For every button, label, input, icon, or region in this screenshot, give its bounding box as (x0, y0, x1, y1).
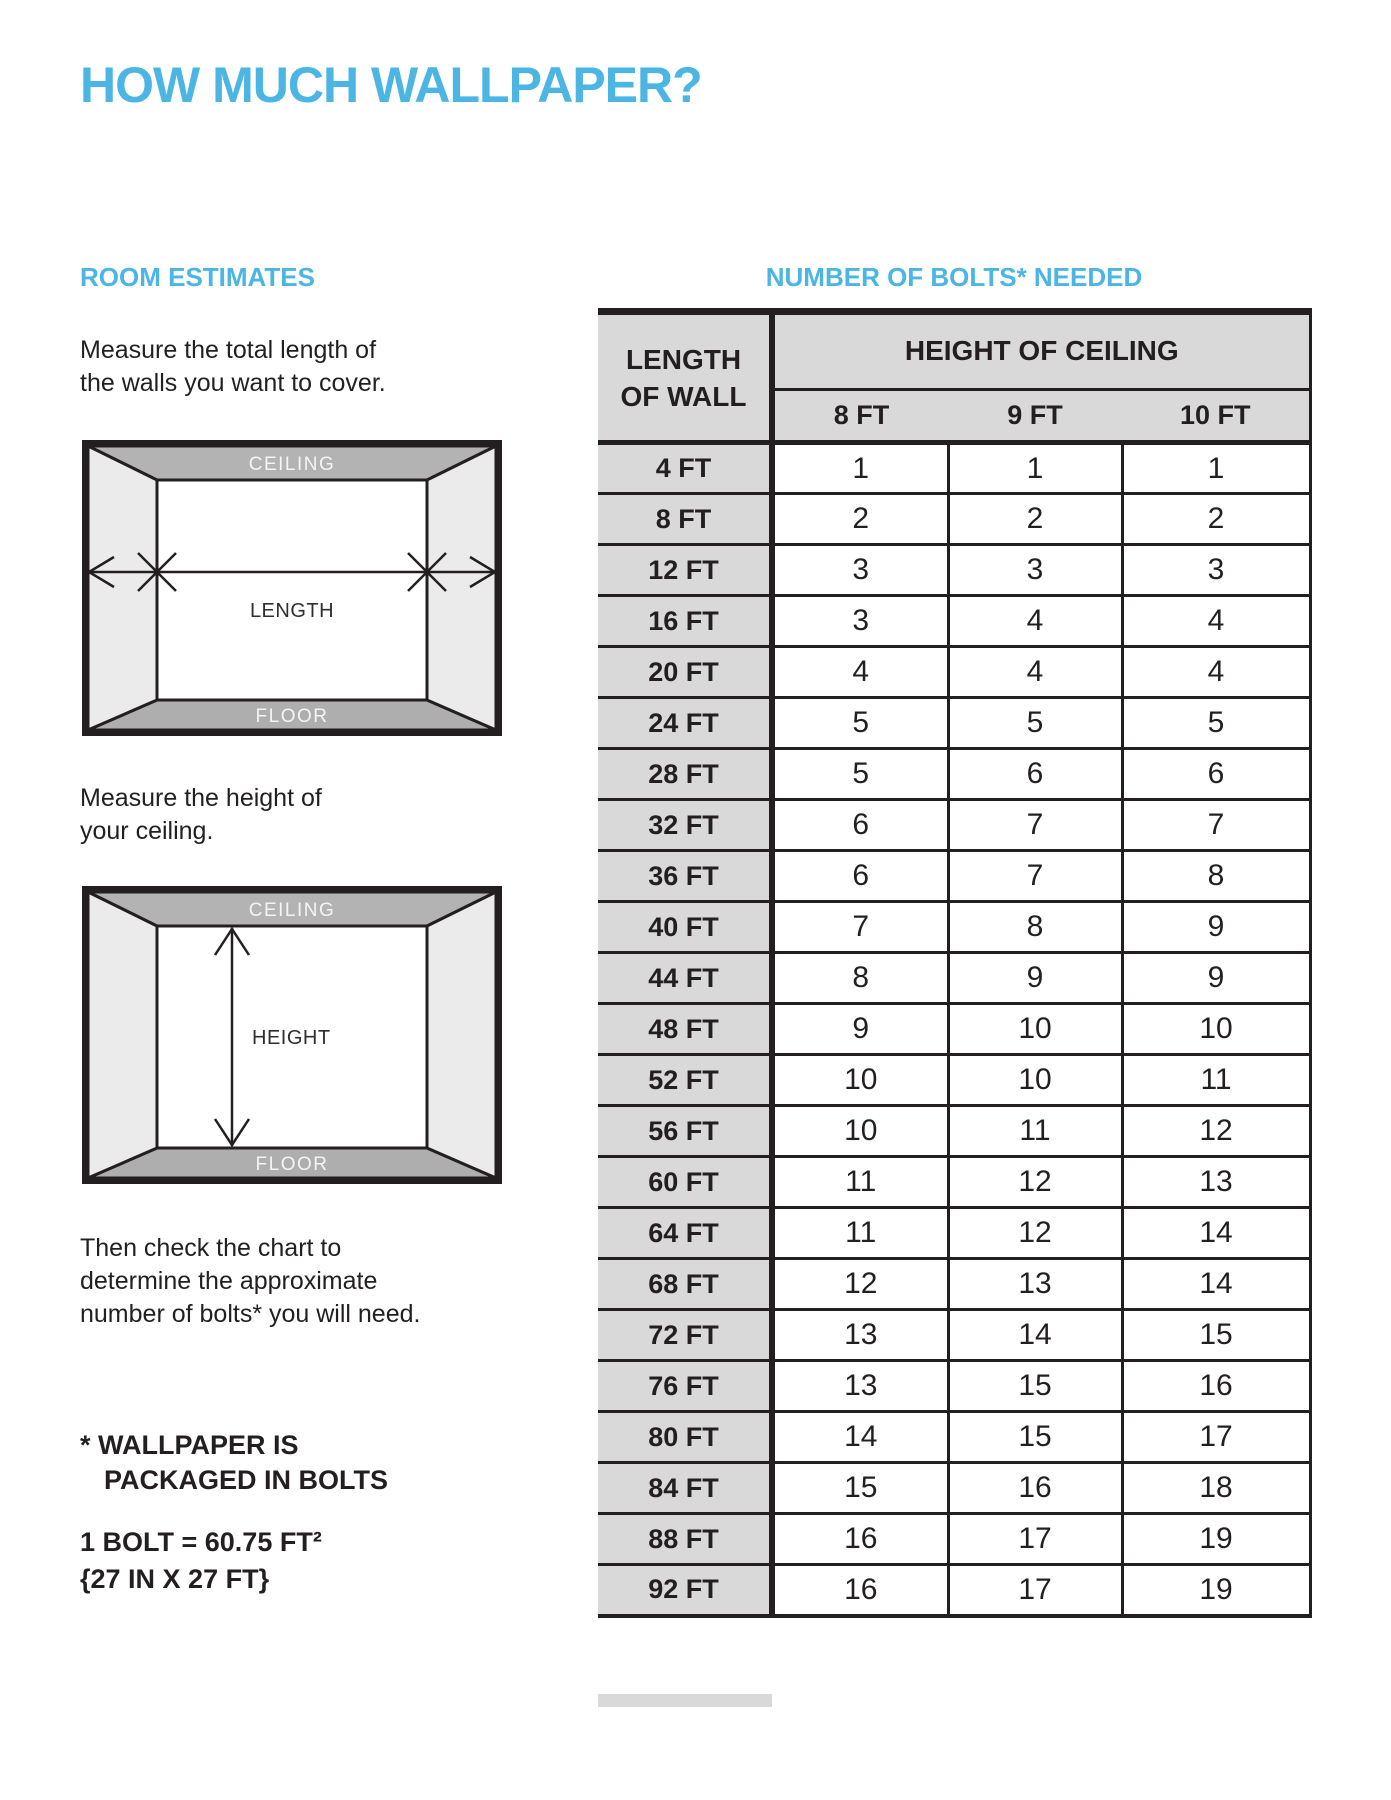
wall-length-label: 84 FT (598, 1463, 772, 1514)
bolt-count-cell: 15 (948, 1361, 1122, 1412)
bolt-count-cell: 6 (772, 800, 948, 851)
left-wall-panel (88, 892, 157, 1178)
bolt-count-cell: 5 (1122, 698, 1310, 749)
bolt-equation: 1 BOLT = 60.75 FT² (80, 1527, 322, 1557)
bolt-count-cell: 9 (772, 1004, 948, 1055)
right-wall-panel (427, 446, 496, 730)
bolt-count-cell: 7 (948, 851, 1122, 902)
right-wall-panel (427, 892, 496, 1178)
bolt-count-cell: 15 (1122, 1310, 1310, 1361)
wall-length-label: 44 FT (598, 953, 772, 1004)
back-wall-panel (157, 480, 427, 700)
room-estimates-heading: ROOM ESTIMATES (80, 262, 315, 292)
instruction-line: the walls you want to cover. (80, 369, 386, 397)
bolt-count-cell: 12 (772, 1259, 948, 1310)
length-of-wall-header (598, 312, 772, 443)
instruction-line: Measure the total length of (80, 336, 377, 364)
wall-length-label: 68 FT (598, 1259, 772, 1310)
table-row (598, 494, 1310, 545)
wall-length-label: 20 FT (598, 647, 772, 698)
wall-length-label: 76 FT (598, 1361, 772, 1412)
bolt-count-cell: 14 (1122, 1208, 1310, 1259)
column-header-9ft: 9 FT (948, 389, 1122, 442)
length-column-tail (598, 1694, 772, 1707)
wall-length-label: 16 FT (598, 596, 772, 647)
ceiling-label: CEILING (248, 900, 336, 921)
bolt-count-cell: 17 (1122, 1412, 1310, 1463)
left-wall-panel (88, 446, 157, 730)
wall-length-label: 64 FT (598, 1208, 772, 1259)
table-row (598, 1004, 1310, 1055)
wall-length-label: 88 FT (598, 1514, 772, 1565)
room-length-diagram (82, 440, 502, 736)
bolt-count-cell: 11 (948, 1106, 1122, 1157)
wall-length-label: 56 FT (598, 1106, 772, 1157)
wall-length-label: 8 FT (598, 494, 772, 545)
bolt-count-cell: 8 (948, 902, 1122, 953)
table-row (598, 596, 1310, 647)
bolt-count-cell: 7 (948, 800, 1122, 851)
bolt-count-cell: 3 (1122, 545, 1310, 596)
bolt-count-cell: 1 (772, 443, 948, 494)
table-row (598, 647, 1310, 698)
bolt-count-cell: 9 (1122, 953, 1310, 1004)
bolt-count-cell: 4 (772, 647, 948, 698)
bolt-count-cell: 6 (1122, 749, 1310, 800)
table-row (598, 1514, 1310, 1565)
bolt-count-cell: 14 (772, 1412, 948, 1463)
bolt-count-cell: 1 (948, 443, 1122, 494)
bolt-count-cell: 10 (1122, 1004, 1310, 1055)
bolt-count-cell: 7 (1122, 800, 1310, 851)
table-row (598, 1463, 1310, 1514)
bolt-count-cell: 8 (772, 953, 948, 1004)
bolt-count-cell: 10 (772, 1055, 948, 1106)
bolt-count-cell: 2 (772, 494, 948, 545)
bolt-count-cell: 16 (772, 1514, 948, 1565)
wallpaper-bolts-footnote (80, 1428, 388, 1498)
bolt-count-cell: 12 (948, 1208, 1122, 1259)
table-row (598, 800, 1310, 851)
bolt-count-cell: 3 (772, 596, 948, 647)
wall-length-label: 12 FT (598, 545, 772, 596)
table-row (598, 1259, 1310, 1310)
bolt-count-cell: 16 (948, 1463, 1122, 1514)
ceiling-label: CEILING (248, 454, 336, 475)
bolt-count-cell: 3 (948, 545, 1122, 596)
wall-length-label: 60 FT (598, 1157, 772, 1208)
height-of-ceiling-header: HEIGHT OF CEILING (772, 312, 1310, 390)
bolt-count-cell: 5 (948, 698, 1122, 749)
bolt-count-cell: 6 (948, 749, 1122, 800)
bolt-count-cell: 4 (948, 596, 1122, 647)
table-row (598, 1157, 1310, 1208)
instruction-line: number of bolts* you will need. (80, 1300, 421, 1328)
instruction-height-paragraph (80, 782, 322, 848)
wall-length-label: 72 FT (598, 1310, 772, 1361)
instruction-length-paragraph (80, 334, 386, 400)
room-height-diagram (82, 886, 502, 1184)
table-row (598, 851, 1310, 902)
instruction-line: determine the approximate (80, 1267, 378, 1295)
bolt-count-cell: 16 (772, 1565, 948, 1616)
wall-length-label: 28 FT (598, 749, 772, 800)
bolt-count-cell: 12 (1122, 1106, 1310, 1157)
bolt-count-cell: 13 (772, 1310, 948, 1361)
table-row (598, 749, 1310, 800)
instruction-line: Measure the height of (80, 784, 322, 812)
wall-length-label: 32 FT (598, 800, 772, 851)
table-row (598, 1412, 1310, 1463)
bolt-count-cell: 17 (948, 1565, 1122, 1616)
bolt-size-info (80, 1524, 322, 1598)
bolts-table-container (598, 308, 1312, 1618)
bolt-count-cell: 19 (1122, 1514, 1310, 1565)
table-row (598, 1361, 1310, 1412)
height-label: HEIGHT (252, 1027, 331, 1049)
column-header-10ft: 10 FT (1122, 389, 1310, 442)
bolt-count-cell: 5 (772, 698, 948, 749)
table-row (598, 902, 1310, 953)
bolt-count-cell: 12 (948, 1157, 1122, 1208)
wall-length-label: 36 FT (598, 851, 772, 902)
column-header-8ft: 8 FT (772, 389, 948, 442)
bolt-count-cell: 6 (772, 851, 948, 902)
table-row (598, 1208, 1310, 1259)
footnote-line: PACKAGED IN BOLTS (104, 1465, 389, 1495)
bolt-count-cell: 13 (948, 1259, 1122, 1310)
length-of-wall-header-line: LENGTH (625, 343, 742, 375)
page-title: HOW MUCH WALLPAPER? (80, 57, 702, 113)
bolts-needed-heading: NUMBER OF BOLTS* NEEDED (765, 262, 1143, 292)
bolt-count-cell: 11 (1122, 1055, 1310, 1106)
bolt-count-cell: 2 (1122, 494, 1310, 545)
bolt-count-cell: 19 (1122, 1565, 1310, 1616)
bolt-count-cell: 15 (772, 1463, 948, 1514)
table-row (598, 1565, 1310, 1616)
bolt-count-cell: 14 (1122, 1259, 1310, 1310)
bolt-count-cell: 13 (1122, 1157, 1310, 1208)
wall-length-label: 52 FT (598, 1055, 772, 1106)
bolt-count-cell: 11 (772, 1208, 948, 1259)
bolt-count-cell: 13 (772, 1361, 948, 1412)
bolt-count-cell: 16 (1122, 1361, 1310, 1412)
bolt-count-cell: 18 (1122, 1463, 1310, 1514)
table-row (598, 953, 1310, 1004)
table-row (598, 443, 1310, 494)
wall-length-label: 40 FT (598, 902, 772, 953)
table-row (598, 1055, 1310, 1106)
table-row (598, 545, 1310, 596)
instruction-chart-paragraph (80, 1232, 420, 1331)
bolt-count-cell: 9 (1122, 902, 1310, 953)
wall-length-label: 92 FT (598, 1565, 772, 1616)
length-label: LENGTH (249, 600, 335, 622)
wall-length-label: 4 FT (598, 443, 772, 494)
footnote-line: * WALLPAPER IS (80, 1430, 299, 1460)
bolts-table (598, 308, 1312, 1618)
wall-length-label: 48 FT (598, 1004, 772, 1055)
floor-label: FLOOR (255, 706, 329, 727)
instruction-line: Then check the chart to (80, 1234, 342, 1262)
bolt-count-cell: 2 (948, 494, 1122, 545)
bolt-count-cell: 14 (948, 1310, 1122, 1361)
bolt-count-cell: 1 (1122, 443, 1310, 494)
bolt-count-cell: 8 (1122, 851, 1310, 902)
bolt-table-body (598, 443, 1310, 1616)
instruction-line: your ceiling. (80, 817, 214, 845)
bolt-count-cell: 9 (948, 953, 1122, 1004)
bolt-count-cell: 4 (948, 647, 1122, 698)
floor-label: FLOOR (255, 1154, 329, 1175)
bolt-count-cell: 17 (948, 1514, 1122, 1565)
bolt-count-cell: 10 (948, 1055, 1122, 1106)
bolt-count-cell: 4 (1122, 647, 1310, 698)
bolt-count-cell: 10 (772, 1106, 948, 1157)
table-row (598, 698, 1310, 749)
wall-length-label: 24 FT (598, 698, 772, 749)
table-row (598, 1106, 1310, 1157)
bolt-count-cell: 4 (1122, 596, 1310, 647)
wall-length-label: 80 FT (598, 1412, 772, 1463)
bolt-count-cell: 3 (772, 545, 948, 596)
length-of-wall-header-line: OF WALL (620, 380, 747, 412)
bolt-count-cell: 10 (948, 1004, 1122, 1055)
table-row (598, 1310, 1310, 1361)
bolt-count-cell: 5 (772, 749, 948, 800)
bolt-count-cell: 15 (948, 1412, 1122, 1463)
bolt-dimensions: {27 IN X 27 FT} (80, 1564, 270, 1594)
bolt-count-cell: 11 (772, 1157, 948, 1208)
bolt-count-cell: 7 (772, 902, 948, 953)
